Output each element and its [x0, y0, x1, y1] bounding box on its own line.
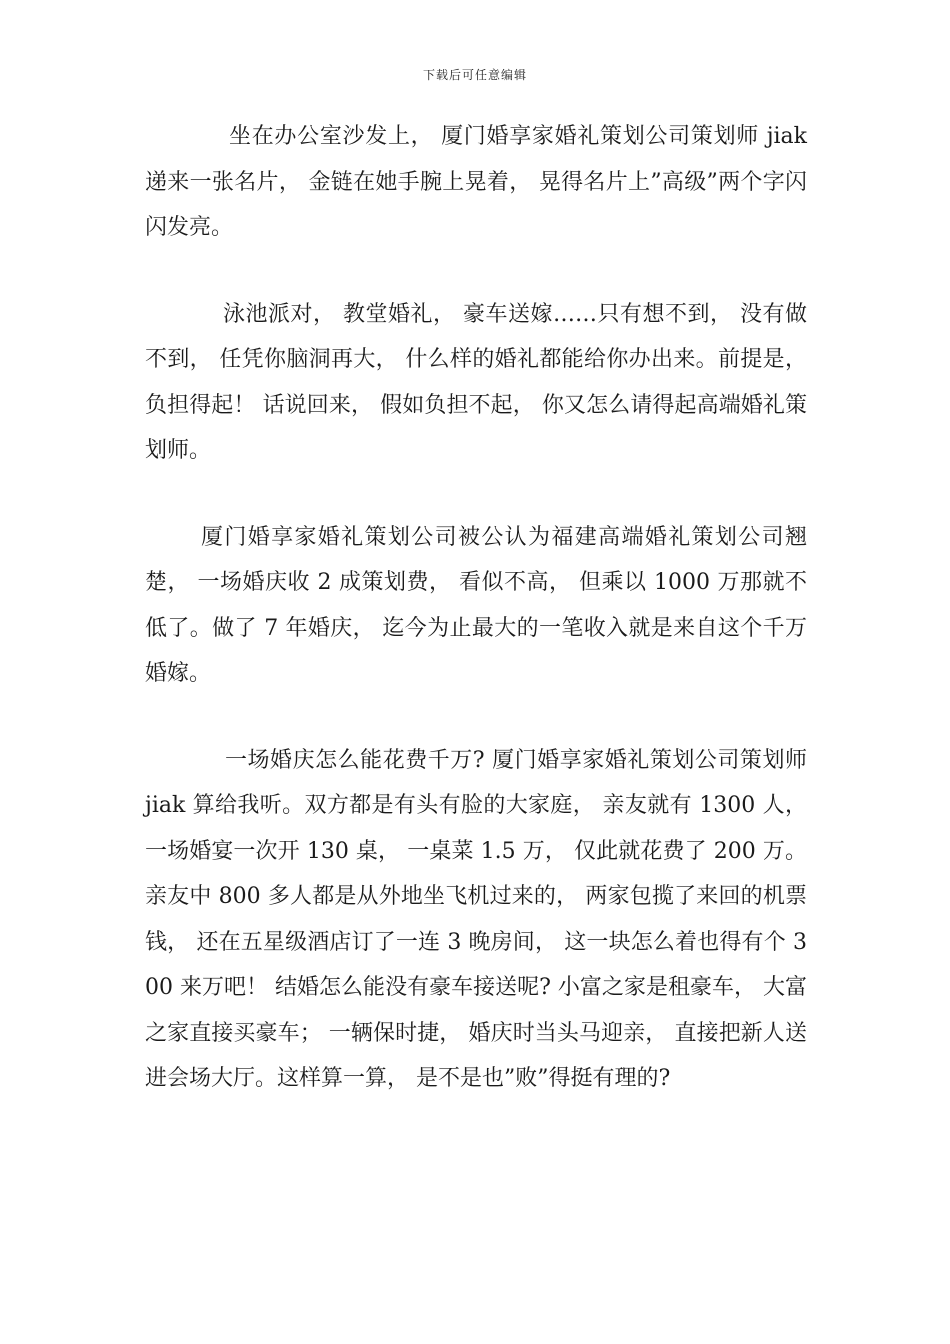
paragraph-4: 一场婚庆怎么能花费千万? 厦门婚享家婚礼策划公司策划师 jiak 算给我听。双方都是有头有脸的大家庭， 亲友就有 1300 人， 一场婚宴一次开 130 桌， 一桌菜 1.5 万， 仅此就花费了 200 万。亲友中 800 多人都是从外地坐飞机过来的， 两家包揽了来回的机票钱， 还在五星级酒店订了一连 3 晚房间， 这一块怎么着也得有个 300 来万吧！ 结婚怎么能没有豪车接送呢? 小富之家是租豪车， 大富之家直接买豪车； 一辆保时捷， 婚庆时当头马迎亲， 直接把新人送进会场大厅。这样算一算， 是不是也”败”得挺有理的?: [145, 747, 807, 1091]
paragraph-1: 坐在办公室沙发上， 厦门婚享家婚礼策划公司策划师 jiak 递来一张名片， 金链在她手腕上晃着， 晃得名片上”高级”两个字闪闪发亮。: [145, 124, 807, 240]
paragraph-2: 泳池派对， 教堂婚礼， 豪车送嫁……只有想不到， 没有做不到， 任凭你脑洞再大， 什么样的婚礼都能给你办出来。前提是，负担得起！ 话说回来， 假如负担不起， 你又怎么请得起高端婚礼策划师。: [145, 301, 807, 463]
paragraph-3: 厦门婚享家婚礼策划公司被公认为福建高端婚礼策划公司翘楚， 一场婚庆收 2 成策划费， 看似不高， 但乘以 1000 万那就不低了。做了 7 年婚庆， 迄今为止最大的一笔收入就是来自这个千万婚嫁。: [145, 524, 807, 686]
article-body: [145, 114, 807, 1143]
page-header: 下载后可任意编辑: [422, 68, 527, 82]
